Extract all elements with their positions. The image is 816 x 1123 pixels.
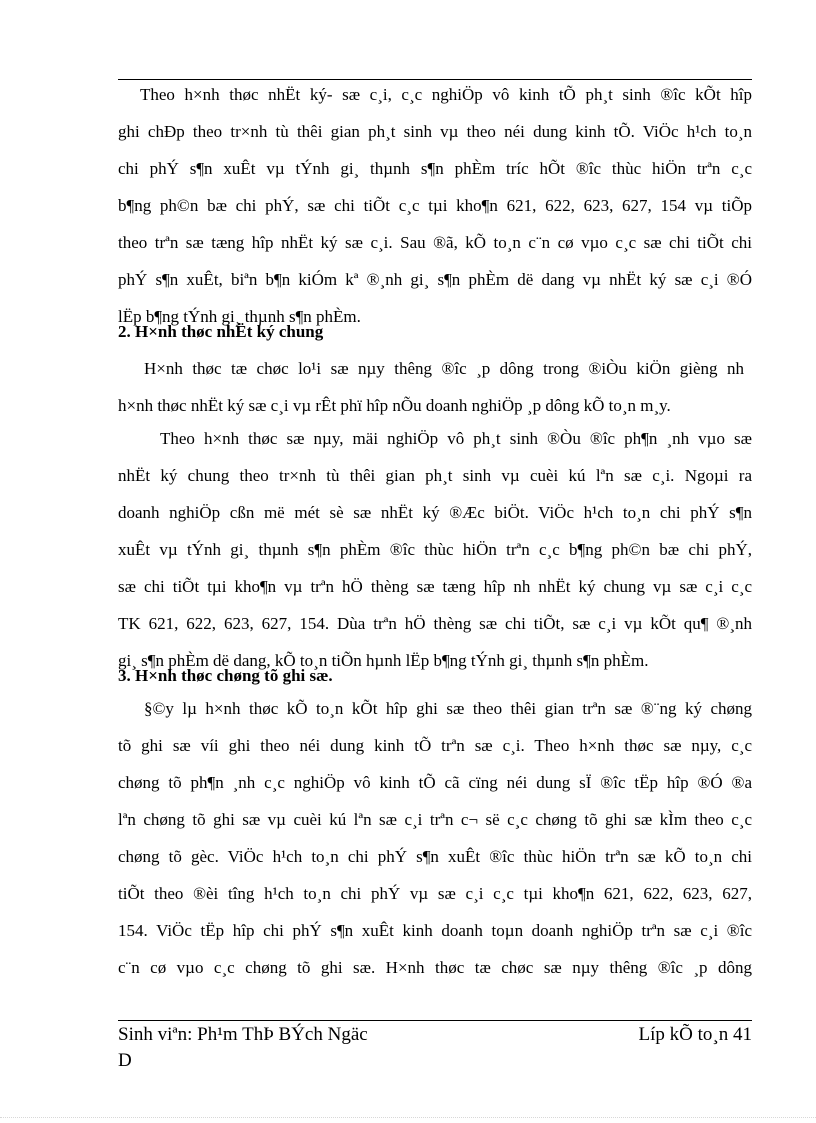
paragraph-3 bbox=[118, 420, 752, 679]
text-line: b¶ng ph©n bæ chi phÝ, sæ chi tiÕt c¸c tµi kho¶n 621, 622, 623, 627, 154 vµ tiÕp bbox=[118, 196, 752, 215]
footer-student-name: Sinh viªn: Ph¹m ThÞ BÝch Ngäc bbox=[118, 1024, 368, 1045]
text-line: gi¸ s¶n phÈm dë dang, kÕ to¸n tiÕn hµnh lËp b¶ng tÝnh gi¸ thµnh s¶n phÈm. bbox=[118, 651, 649, 670]
footer-class: Líp kÕ to¸n 41 bbox=[638, 1024, 752, 1045]
text-line: H×nh thøc tæ chøc lo¹i sæ nµy thêng ®îc ¸p dông trong ®iÒu kiÖn gièng nh bbox=[144, 359, 744, 378]
text-line: theo trªn sæ tæng hîp nhËt ký sæ c¸i. Sau ®ã, kÕ to¸n c¨n cø vµo c¸c sæ chi tiÕt chi bbox=[118, 233, 752, 252]
text-line: Theo h×nh thøc nhËt ký- sæ c¸i, c¸c nghiÖp vô kinh tÕ ph¸t sinh ®îc kÕt hîp bbox=[140, 85, 752, 104]
text-line: nhËt ký chung theo tr×nh tù thêi gian ph¸t sinh vµ cuèi kú lªn sæ c¸i. Ngoµi ra bbox=[118, 466, 752, 485]
text-line: tõ ghi sæ víi ghi theo néi dung kinh tÕ trªn sæ c¸i. Theo h×nh thøc sæ nµy, c¸c bbox=[118, 736, 752, 755]
text-line: 154. ViÖc tËp hîp chi phÝ s¶n xuÊt kinh doanh toµn doanh nghiÖp trªn sæ c¸i ®îc bbox=[118, 921, 752, 940]
text-line: h×nh thøc nhËt ký sæ c¸i vµ rÊt phï hîp nÕu doanh nghiÖp ¸p dông kÕ to¸n m¸y. bbox=[118, 396, 671, 415]
text-line: Theo h×nh thøc sæ nµy, mäi nghiÖp vô ph¸t sinh ®Òu ®îc ph¶n ¸nh vµo sæ bbox=[160, 429, 752, 448]
text-line: sæ chi tiÕt tµi kho¶n vµ trªn hÖ thèng sæ tæng hîp nh nhËt ký chung vµ sæ c¸i c¸c bbox=[118, 577, 752, 596]
text-line: chi phÝ s¶n xuÊt vµ tÝnh gi¸ thµnh s¶n phÈm tríc hÕt ®îc thùc hiÖn trªn c¸c bbox=[118, 159, 752, 178]
text-line: lËp b¶ng tÝnh gi¸ thµnh s¶n phÈm. bbox=[118, 307, 361, 326]
text-line: doanh nghiÖp cßn më mét sè sæ nhËt ký ®Æc biÖt. ViÖc h¹ch to¸n chi phÝ s¶n bbox=[118, 503, 752, 522]
paragraph-2 bbox=[118, 350, 752, 424]
section-heading-2: 2. H×nh thøc nhËt ký chung bbox=[118, 322, 324, 341]
text-line: ghi chÐp theo tr×nh tù thêi gian ph¸t sinh vµ theo néi dung kinh tÕ. ViÖc h¹ch to¸n bbox=[118, 122, 752, 141]
footer-student-suffix: D bbox=[118, 1050, 132, 1071]
page-bottom-border bbox=[0, 1117, 816, 1118]
section-heading-3: 3. H×nh thøc chøng tõ ghi sæ. bbox=[118, 666, 333, 685]
footer-student bbox=[118, 1022, 368, 1074]
text-line: phÝ s¶n xuÊt, biªn b¶n kiÓm kª ®¸nh gi¸ s¶n phÈm dë dang vµ nhËt ký sæ c¸i ®Ó bbox=[118, 270, 752, 289]
text-line: chøng tõ ph¶n ¸nh c¸c nghiÖp vô kinh tÕ cã cïng néi dung sÏ ®îc tËp hîp ®Ó ®a bbox=[118, 773, 752, 792]
text-line: §©y lµ h×nh thøc kÕ to¸n kÕt hîp ghi sæ theo thêi gian trªn sæ ®¨ng ký chøng bbox=[144, 699, 752, 718]
text-line: tiÕt theo ®èi tîng h¹ch to¸n chi phÝ vµ sæ c¸i c¸c tµi kho¶n 621, 622, 623, 627, bbox=[118, 884, 752, 903]
text-line: lªn chøng tõ ghi sæ vµ cuèi kú lªn sæ c¸i trªn c¬ së c¸c chøng tõ ghi sæ kÌm theo c¸c bbox=[118, 810, 752, 829]
text-line: TK 621, 622, 623, 627, 154. Dùa trªn hÖ thèng sæ chi tiÕt, sæ c¸i vµ kÕt qu¶ ®¸nh bbox=[118, 614, 752, 633]
text-line: xuÊt vµ tÝnh gi¸ thµnh s¶n phÈm ®îc thùc hiÖn trªn c¸c b¶ng ph©n bæ chi phÝ, bbox=[118, 540, 752, 559]
text-line: chøng tõ gèc. ViÖc h¹ch to¸n chi phÝ s¶n xuÊt ®îc thùc hiÖn trªn sæ kÕ to¸n chi bbox=[118, 847, 752, 866]
text-line: c¨n cø vµo c¸c chøng tõ ghi sæ. H×nh thøc tæ chøc sæ nµy thêng ®îc ¸p dông bbox=[118, 958, 752, 977]
footer-rule bbox=[118, 1020, 752, 1021]
paragraph-1 bbox=[118, 76, 752, 335]
paragraph-4 bbox=[118, 690, 752, 986]
